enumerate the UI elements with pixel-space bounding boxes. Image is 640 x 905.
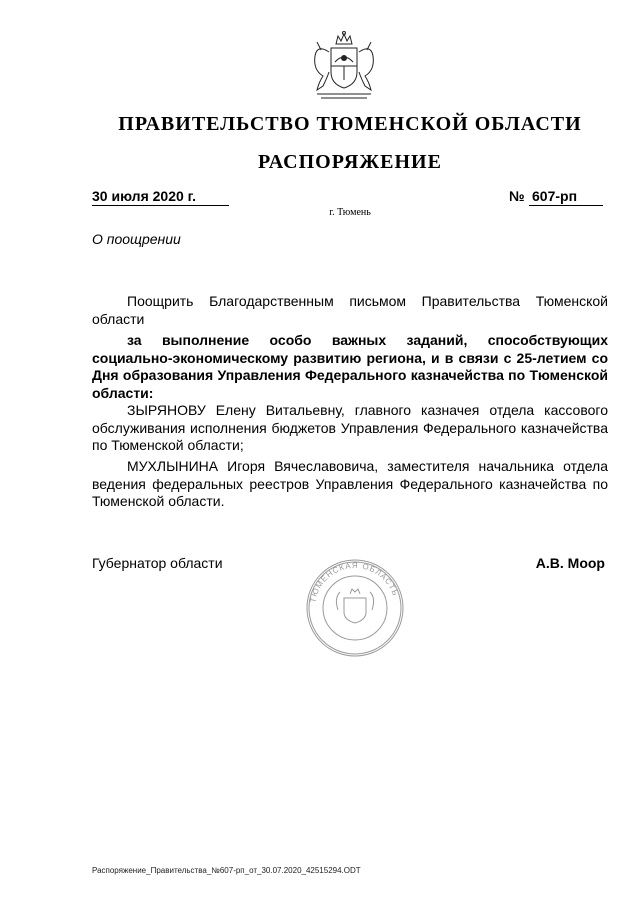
awardee-1-name: ЗЫРЯНОВУ Елену Витальевну, <box>127 402 345 418</box>
paragraph-awardee-1 <box>92 402 608 455</box>
seal-text: ТЮМЕНСКАЯ ОБЛАСТЬ <box>308 560 401 604</box>
coat-of-arms-icon <box>303 30 385 106</box>
organization-title: ПРАВИТЕЛЬСТВО ТЮМЕНСКОЙ ОБЛАСТИ <box>118 113 582 135</box>
awardee-1-position: главного казначея отдела кассового обслуживания исполнения бюджетов Управления Федерального казначейства по Тюменской области; <box>92 402 608 453</box>
signatory-title: Губернатор области <box>92 555 223 571</box>
paragraph-decision: Поощрить Благодарственным письмом Правительства Тюменской области <box>92 293 608 327</box>
signatory-name: А.В. Моор <box>535 555 605 571</box>
paragraph-reason: за выполнение особо важных заданий, способствующих социально-экономическому развитию региона, и в связи с 25-летием со Дня образования Управления Федерального казначейства по Тюменской области: <box>92 332 608 401</box>
seal-icon <box>304 558 406 658</box>
document-date: 30 июля 2020 г. <box>92 188 229 206</box>
document-subject: О поощрении <box>92 231 181 247</box>
document-type: РАСПОРЯЖЕНИЕ <box>258 151 442 173</box>
awardee-2-position: заместителя начальника отдела ведения федеральных реестров Управления Федерального казначейства по Тюменской области. <box>92 458 608 509</box>
document-number: 607-рп <box>529 188 603 206</box>
paragraph-awardee-2 <box>92 458 608 511</box>
awardee-2-name: МУХЛЫНИНА Игоря Вячеславовича, <box>127 458 379 474</box>
file-name-footer: Распоряжение_Правительства_№607-рп_от_30.07.2020_42515294.ODT <box>92 866 361 875</box>
document-city: г. Тюмень <box>329 207 371 218</box>
document-number-label: № <box>509 188 525 204</box>
